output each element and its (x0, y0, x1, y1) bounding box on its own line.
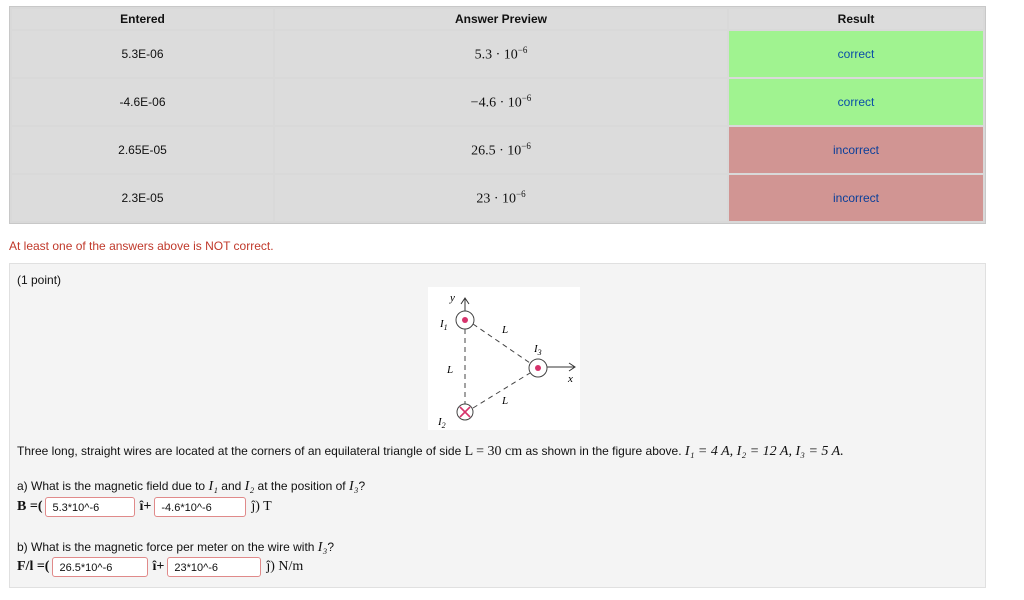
table-row (12, 127, 983, 173)
svg-text:L: L (502, 324, 509, 336)
svg-text:L: L (502, 395, 509, 407)
svg-text:I1: $I_1$ (440, 318, 448, 332)
i-hat-label: î+ (139, 499, 152, 514)
incorrect-warning: At least one of the answers above is NOT correct. (9, 239, 274, 253)
result-cell: incorrect (729, 127, 983, 173)
table-row (12, 175, 983, 221)
entered-cell: 2.65E-05 (12, 127, 273, 173)
answer-a-i-input[interactable]: 5.3*10^-6 (45, 497, 135, 517)
header-answer-preview: Answer Preview (275, 9, 727, 29)
svg-text:I3: $I_3$ (534, 343, 542, 357)
points-label: (1 point) (17, 273, 62, 287)
i-hat-label: î+ (152, 559, 165, 574)
entered-cell: 5.3E-06 (12, 31, 273, 77)
preview-cell: $23 \cdot 10^{-6}$ (275, 175, 727, 221)
unit-newton-per-meter-label: ĵ) N/m (266, 559, 304, 574)
result-cell: correct (729, 31, 983, 77)
problem-description: Three long, straight wires are located at the corners of an equilateral triangle of side L = 30 cm as shown in the figure above. I₁ = 4 A, I₂ = 12 A, I₃ = 5 A. (17, 444, 844, 459)
svg-text:L: L (447, 364, 454, 376)
table-row (12, 79, 983, 125)
answer-row-b (17, 555, 303, 579)
answer-a-j-input[interactable]: -4.6*10^-6 (154, 497, 246, 517)
preview-cell: $-4.6 \cdot 10^{-6}$ (275, 79, 727, 125)
y-axis-label: y (450, 292, 455, 304)
answer-b-j-input[interactable]: 23*10^-6 (167, 557, 261, 577)
answer-row-a (17, 495, 272, 519)
b-equals-label: B =( (17, 499, 43, 514)
svg-text:I2: $I_2$ (438, 416, 446, 430)
header-result: Result (729, 9, 983, 29)
x-axis-label: x (568, 373, 573, 385)
triangle-figure (428, 287, 580, 430)
result-cell: incorrect (729, 175, 983, 221)
table-row (12, 31, 983, 77)
preview-cell: $26.5 \cdot 10^{-6}$ (275, 127, 727, 173)
unit-tesla-label: ĵ) T (251, 499, 272, 514)
problem-panel (9, 263, 986, 588)
result-cell: correct (729, 79, 983, 125)
answer-b-i-input[interactable]: 26.5*10^-6 (52, 557, 148, 577)
table-header-row (12, 9, 983, 29)
question-b: b) What is the magnetic force per meter on the wire with I₃? (17, 540, 335, 555)
entered-cell: -4.6E-06 (12, 79, 273, 125)
header-entered: Entered (12, 9, 273, 29)
results-table (9, 6, 986, 224)
preview-cell: $5.3 \cdot 10^{-6}$ (275, 31, 727, 77)
entered-cell: 2.3E-05 (12, 175, 273, 221)
question-a: a) What is the magnetic field due to I₁ and I₂ at the position of I₃? (17, 479, 366, 494)
force-per-length-label: F/l =( (17, 559, 50, 574)
